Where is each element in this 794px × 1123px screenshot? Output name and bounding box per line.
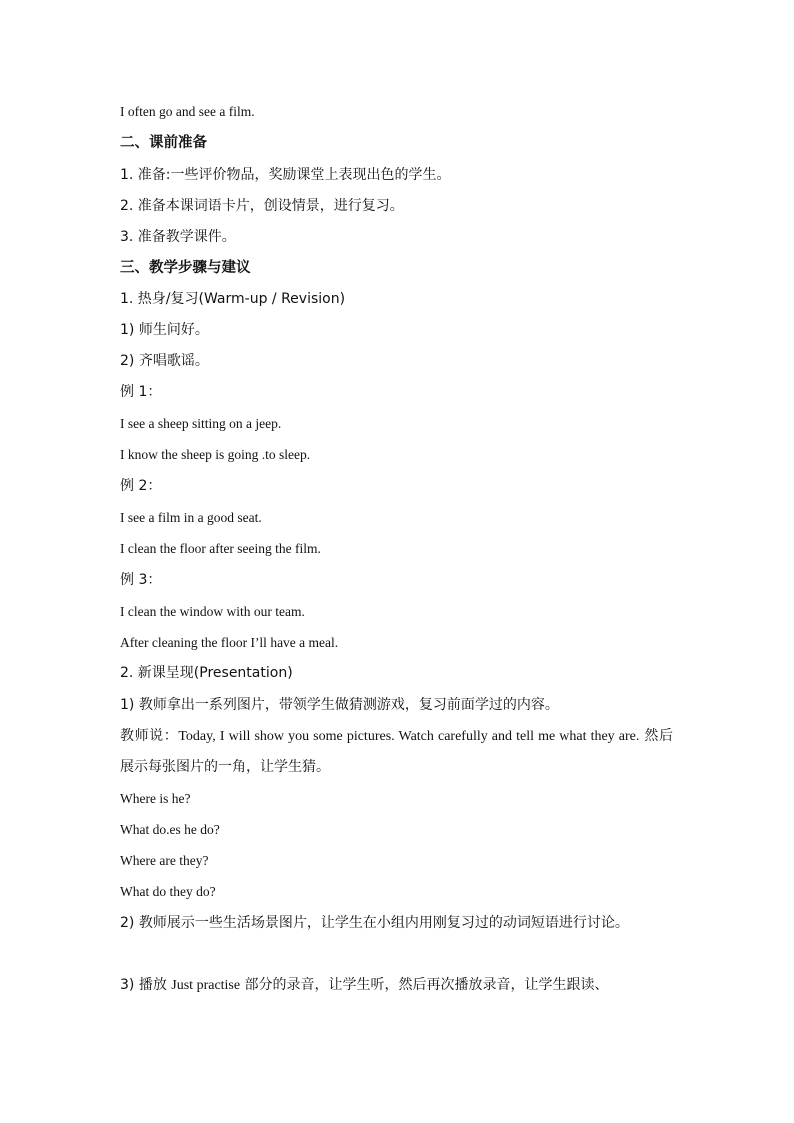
teacher-says-prefix: 教师说： (120, 728, 179, 744)
text-line: I often go and see a film. (120, 104, 255, 119)
teacher-says-english: Today, I will show you some pictures. Watch carefully and tell me what they are. (178, 729, 640, 744)
text-line: I see a sheep sitting on a jeep. (120, 416, 282, 431)
step3-suffix: 部分的录音，让学生听，然后再次播放录音，让学生跟读、 (240, 977, 609, 993)
section-heading: 三、教学步骤与建议 (120, 260, 251, 276)
step3-prefix: 3) 播放 (120, 977, 172, 993)
text-line: 1) 师生问好。 (120, 322, 209, 338)
text-line: 3. 准备教学课件。 (120, 229, 236, 245)
example-label: 例 1： (120, 384, 162, 400)
text-line: I clean the floor after seeing the film. (120, 541, 321, 556)
step3-english: Just practise (171, 978, 241, 993)
text-line: 1) 教师拿出一系列图片，带领学生做猜测游戏，复习前面学过的内容。 (120, 697, 559, 713)
section-heading: 二、课前准备 (120, 135, 207, 151)
question-line: Where are they? (120, 853, 209, 868)
step3-paragraph (120, 970, 673, 1001)
teacher-says-chinese: 然后展示每张图片的一角，让学生猜。 (120, 728, 674, 775)
text-line: After cleaning the floor I’ll have a meal. (120, 635, 339, 650)
text-line: I clean the window with our team. (120, 604, 305, 619)
question-line: What do they do? (120, 884, 216, 899)
text-line: 2. 准备本课词语卡片，创设情景，进行复习。 (120, 198, 404, 214)
example-label: 例 2： (120, 478, 162, 494)
question-line: What do.es he do? (120, 822, 220, 837)
text-line: 1. 热身/复习(Warm-up / Revision) (120, 291, 346, 307)
question-line: Where is he? (120, 791, 191, 806)
teacher-says-paragraph (120, 721, 673, 783)
document-page (120, 0, 675, 1123)
text-line: I see a film in a good seat. (120, 510, 262, 525)
text-line: 2) 齐唱歌谣。 (120, 353, 209, 369)
text-line: 1. 准备:一些评价物品，奖励课堂上表现出色的学生。 (120, 167, 451, 183)
text-line: I know the sheep is going .to sleep. (120, 447, 311, 462)
step2-paragraph: 2) 教师展示一些生活场景图片，让学生在小组内用刚复习过的动词短语进行讨论。 (120, 915, 629, 931)
example-label: 例 3： (120, 572, 162, 588)
text-line: 2. 新课呈现(Presentation) (120, 665, 293, 681)
